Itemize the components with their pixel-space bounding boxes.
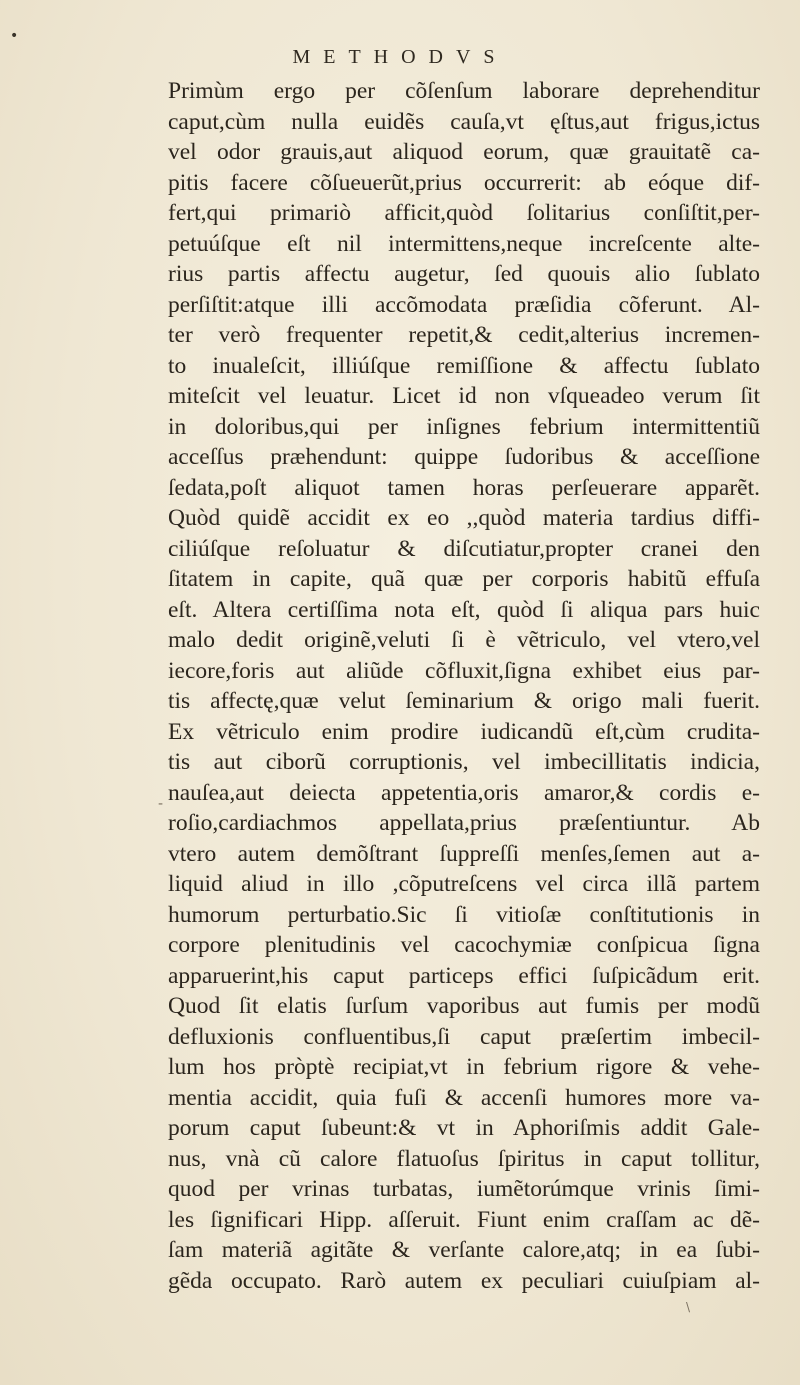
text-line: apparuerint,his caput particeps effici ſuſpicãdum erit.: [168, 962, 760, 989]
text-line: gẽda occupato. Rarò autem ex peculiari cuiuſpiam al-: [168, 1267, 760, 1294]
text-line: les ſignificari Hipp. aſſeruit. Fiunt enim craſſam ac dẽ-: [168, 1206, 760, 1233]
text-line: vel odor grauis,aut aliquod eorum, quæ grauitatẽ ca-: [168, 139, 760, 165]
text-line: ter verò frequenter repetit,& cedit,alterius incremen-: [168, 322, 760, 348]
text-line: lum hos pròptè recipiat,vt in febrium rigore & vehe-: [168, 1054, 760, 1080]
text-line: eſt. Altera certiſſima nota eſt, quòd ſi aliqua pars huic: [168, 596, 760, 623]
text-line: humorum perturbatio.Sic ſi vitioſæ conſtitutionis in: [168, 901, 760, 928]
text-line: Quod ſit elatis ſurſum vaporibus aut fumis per modũ: [168, 993, 760, 1019]
text-line: porum caput ſubeunt:& vt in Aphoriſmis addit Gale-: [168, 1115, 760, 1141]
text-line: fert,qui primariò afficit,quòd ſolitarius conſiſtit,per-: [168, 200, 760, 226]
text-line: defluxionis confluentibus,ſi caput præſertim imbecil-: [168, 1023, 760, 1050]
text-line: nauſea,aut deiecta appetentia,oris amaror,& cordis e-: [168, 779, 760, 806]
running-head: METHODVS: [292, 46, 508, 68]
text-line: roſio,cardiachmos appellata,prius præſentiuntur. Ab: [168, 810, 760, 836]
text-line: pitis facere cõſueuerũt,prius occurrerit: ab eóque dif-: [168, 169, 760, 196]
text-line: tis aut ciborũ corruptionis, vel imbecillitatis indicia,: [168, 749, 760, 775]
text-line: petuúſque eſt nil intermittens,neque increſcente alte-: [168, 230, 760, 257]
text-line: Primùm ergo per cõſenſum laborare deprehenditur: [168, 78, 760, 104]
text-line: iecore,foris aut aliũde cõfluxit,ſigna exhibet eius par-: [168, 657, 760, 684]
text-line: miteſcit vel leuatur. Licet id non vſqueadeo verum ſit: [168, 383, 760, 409]
text-line: ſedata,poſt aliquot tamen horas perſeuerare apparẽt.: [168, 474, 760, 501]
margin-tick-mark: \: [686, 1300, 691, 1314]
margin-dash-mark: -: [158, 796, 164, 812]
text-line: tis affectę,quæ velut ſeminarium & origo mali fuerit.: [168, 688, 760, 714]
text-line: ſam materiã agitãte & verſante calore,atq; in ea ſubi-: [168, 1237, 760, 1263]
text-line: Ex vẽtriculo enim prodire iudicandũ eſt,cùm crudita-: [168, 718, 760, 745]
text-line: quod per vrinas turbatas, iumẽtorúmque vrinis ſimi-: [168, 1176, 760, 1202]
text-line: nus, vnà cũ calore flatuoſus ſpiritus in caput tollitur,: [168, 1145, 760, 1172]
text-line: rius partis affectu augetur, ſed quouis alio ſublato: [168, 261, 760, 287]
margin-bullet-mark: •: [10, 28, 19, 44]
text-line: vtero autem demõſtrant ſuppreſſi menſes,ſemen aut a-: [168, 840, 760, 867]
text-line: acceſſus præhendunt: quippe ſudoribus & acceſſione: [168, 444, 760, 470]
text-line: Quòd quidẽ accidit ex eo ,,quòd materia tardius diffi-: [168, 505, 760, 531]
text-line: malo dedit originẽ,veluti ſi è vẽtriculo, vel vtero,vel: [168, 627, 760, 653]
text-line: in doloribus,qui per inſignes febrium intermittentiũ: [168, 413, 760, 440]
text-line: mentia accidit, quia fuſi & accenſi humores more va-: [168, 1084, 760, 1111]
text-line: ſitatem in capite, quã quæ per corporis habitũ effuſa: [168, 566, 760, 592]
text-line: to inualeſcit, illiúſque remiſſione & affectu ſublato: [168, 352, 760, 379]
text-line: corpore plenitudinis vel cacochymiæ conſpicua ſigna: [168, 932, 760, 958]
text-line: liquid aliud in illo ,cõputreſcens vel circa illã partem: [168, 871, 760, 897]
text-line: perſiſtit:atque illi accõmodata præſidia cõferunt. Al-: [168, 291, 760, 318]
body-text: [168, 76, 760, 1296]
text-line: ciliúſque reſoluatur & diſcutiatur,propter cranei den: [168, 535, 760, 562]
text-line: caput,cùm nulla euidẽs cauſa,vt ęſtus,aut frigus,ictus: [168, 108, 760, 135]
